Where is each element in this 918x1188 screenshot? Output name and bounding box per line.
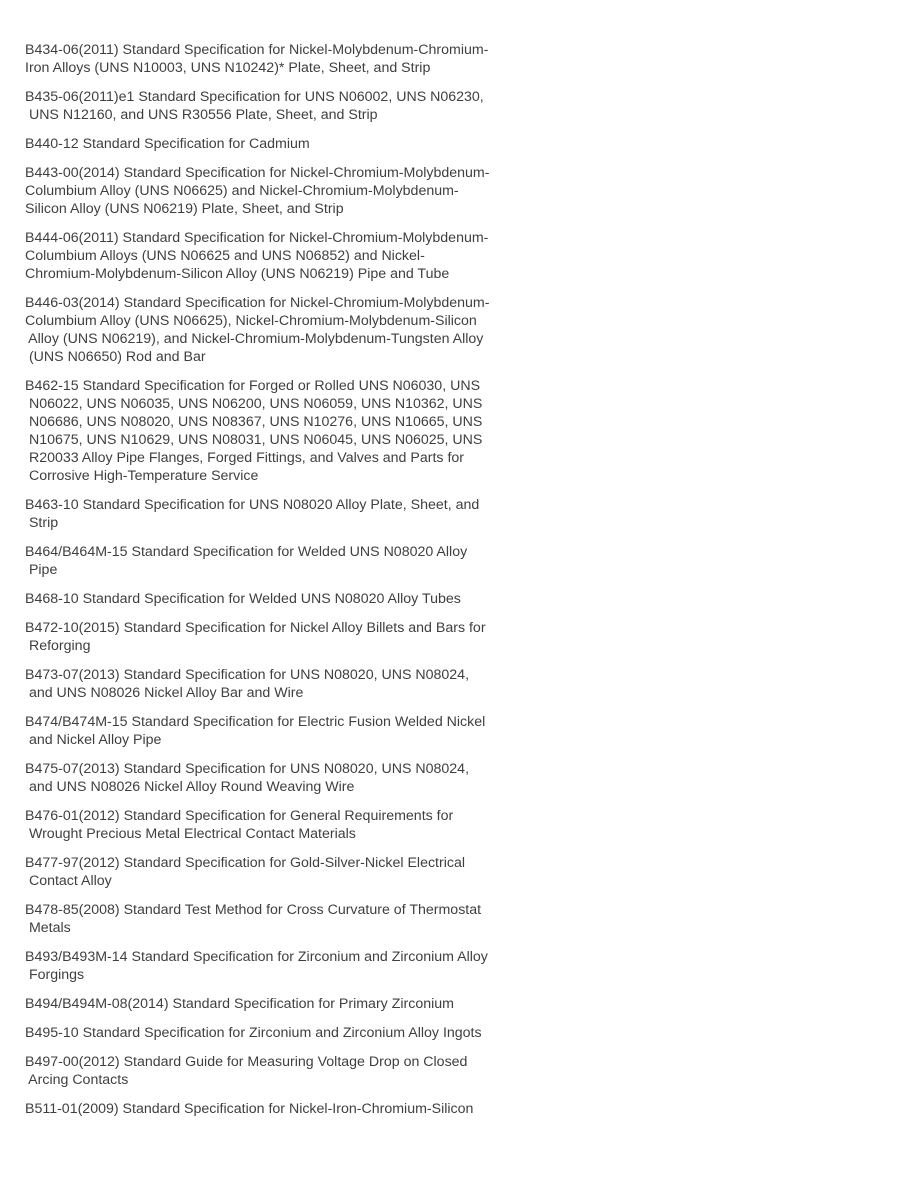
standard-entry-line: Columbium Alloy (UNS N06625), Nickel-Chromium-Molybdenum-Silicon — [25, 313, 477, 329]
standard-entry — [25, 713, 525, 749]
standard-entry — [25, 995, 525, 1013]
standard-entry-line: and UNS N08026 Nickel Alloy Round Weaving Wire — [25, 779, 355, 795]
standard-entry — [25, 901, 525, 937]
standard-entry — [25, 294, 525, 366]
standards-list — [25, 41, 525, 1129]
standard-entry — [25, 41, 525, 77]
standard-entry-line: (UNS N06650) Rod and Bar — [25, 349, 206, 365]
standard-entry-line: B443-00(2014) Standard Specification for Nickel-Chromium-Molybdenum- — [25, 165, 490, 181]
standard-entry-line: B462-15 Standard Specification for Forged or Rolled UNS N06030, UNS — [25, 378, 481, 394]
standard-entry-line: B494/B494M-08(2014) Standard Specification for Primary Zirconium — [25, 996, 454, 1012]
standard-entry — [25, 164, 525, 218]
standard-entry — [25, 619, 525, 655]
standard-entry — [25, 760, 525, 796]
standard-entry-line: Alloy (UNS N06219), and Nickel-Chromium-Molybdenum-Tungsten Alloy — [25, 331, 484, 347]
standard-entry-line: Metals — [25, 920, 71, 936]
standard-entry-line: B440-12 Standard Specification for Cadmium — [25, 136, 310, 152]
standard-entry-line: B472-10(2015) Standard Specification for Nickel Alloy Billets and Bars for — [25, 620, 486, 636]
standard-entry-line: B446-03(2014) Standard Specification for Nickel-Chromium-Molybdenum- — [25, 295, 490, 311]
standard-entry — [25, 229, 525, 283]
standard-entry-line: UNS N12160, and UNS R30556 Plate, Sheet, and Strip — [25, 107, 378, 123]
standard-entry-line: Columbium Alloy (UNS N06625) and Nickel-Chromium-Molybdenum- — [25, 183, 459, 199]
standard-entry-line: Pipe — [25, 562, 58, 578]
standard-entry — [25, 135, 525, 153]
standard-entry-line: B464/B464M-15 Standard Specification for Welded UNS N08020 Alloy — [25, 544, 468, 560]
standard-entry-line: Reforging — [25, 638, 91, 654]
standard-entry-line: Strip — [25, 515, 59, 531]
standard-entry-line: Chromium-Molybdenum-Silicon Alloy (UNS N06219) Pipe and Tube — [25, 266, 450, 282]
standard-entry-line: B468-10 Standard Specification for Welded UNS N08020 Alloy Tubes — [25, 591, 461, 607]
standard-entry — [25, 666, 525, 702]
standard-entry-line: B474/B474M-15 Standard Specification for Electric Fusion Welded Nickel — [25, 714, 486, 730]
standard-entry-line: B476-01(2012) Standard Specification for General Requirements for — [25, 808, 454, 824]
standard-entry-line: Columbium Alloys (UNS N06625 and UNS N06852) and Nickel- — [25, 248, 425, 264]
standard-entry-line: R20033 Alloy Pipe Flanges, Forged Fittings, and Valves and Parts for — [25, 450, 465, 466]
standard-entry — [25, 590, 525, 608]
standard-entry-line: N06022, UNS N06035, UNS N06200, UNS N06059, UNS N10362, UNS — [25, 396, 483, 412]
standard-entry-line: N10675, UNS N10629, UNS N08031, UNS N06045, UNS N06025, UNS — [25, 432, 483, 448]
standard-entry-line: B435-06(2011)e1 Standard Specification for UNS N06002, UNS N06230, — [25, 89, 484, 105]
standard-entry — [25, 1053, 525, 1089]
standard-entry — [25, 807, 525, 843]
standard-entry-line: B473-07(2013) Standard Specification for UNS N08020, UNS N08024, — [25, 667, 470, 683]
standard-entry-line: Forgings — [25, 967, 85, 983]
standard-entry-line: B475-07(2013) Standard Specification for UNS N08020, UNS N08024, — [25, 761, 470, 777]
standard-entry — [25, 948, 525, 984]
standard-entry-line: and UNS N08026 Nickel Alloy Bar and Wire — [25, 685, 304, 701]
standard-entry-line: and Nickel Alloy Pipe — [25, 732, 162, 748]
standard-entry-line: Contact Alloy — [25, 873, 112, 889]
standard-entry-line: B511-01(2009) Standard Specification for Nickel-Iron-Chromium-Silicon — [25, 1101, 474, 1117]
standard-entry-line: B477-97(2012) Standard Specification for Gold-Silver-Nickel Electrical — [25, 855, 466, 871]
standard-entry-line: B444-06(2011) Standard Specification for Nickel-Chromium-Molybdenum- — [25, 230, 489, 246]
standard-entry-line: Corrosive High-Temperature Service — [25, 468, 259, 484]
standard-entry — [25, 88, 525, 124]
standard-entry-line: B478-85(2008) Standard Test Method for Cross Curvature of Thermostat — [25, 902, 482, 918]
standard-entry-line: Wrought Precious Metal Electrical Contact Materials — [25, 826, 356, 842]
standard-entry — [25, 543, 525, 579]
standard-entry-line: B463-10 Standard Specification for UNS N08020 Alloy Plate, Sheet, and — [25, 497, 480, 513]
standard-entry-line: Arcing Contacts — [25, 1072, 129, 1088]
standard-entry — [25, 496, 525, 532]
standard-entry — [25, 854, 525, 890]
standard-entry-line: B493/B493M-14 Standard Specification for Zirconium and Zirconium Alloy — [25, 949, 488, 965]
standard-entry — [25, 377, 525, 485]
standard-entry-line: B434-06(2011) Standard Specification for Nickel-Molybdenum-Chromium- — [25, 42, 489, 58]
standard-entry-line: B497-00(2012) Standard Guide for Measuring Voltage Drop on Closed — [25, 1054, 468, 1070]
standard-entry — [25, 1100, 525, 1118]
standard-entry-line: B495-10 Standard Specification for Zirconium and Zirconium Alloy Ingots — [25, 1025, 482, 1041]
standard-entry-line: N06686, UNS N08020, UNS N08367, UNS N10276, UNS N10665, UNS — [25, 414, 483, 430]
standard-entry-line: Iron Alloys (UNS N10003, UNS N10242)* Plate, Sheet, and Strip — [25, 60, 431, 76]
standard-entry-line: Silicon Alloy (UNS N06219) Plate, Sheet, and Strip — [25, 201, 344, 217]
standard-entry — [25, 1024, 525, 1042]
